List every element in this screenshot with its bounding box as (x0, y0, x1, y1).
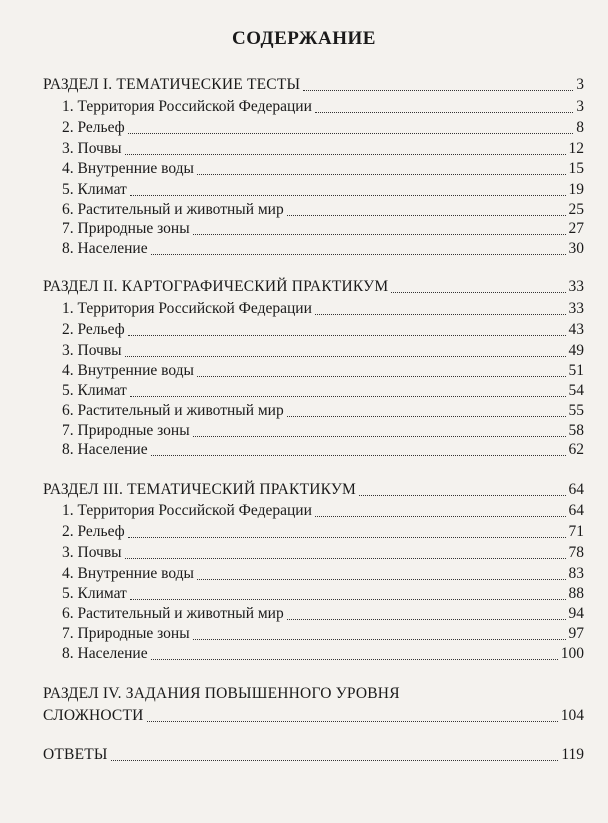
item-label: 2. Рельеф (62, 119, 125, 136)
page-number: 33 (568, 300, 584, 317)
toc-item[interactable] (62, 200, 584, 220)
toc-item[interactable] (62, 401, 584, 421)
page-number: 64 (568, 481, 584, 498)
page-number: 33 (568, 278, 584, 295)
item-label: 1. Территория Российской Федерации (62, 98, 312, 115)
toc-section-3[interactable] (43, 480, 584, 500)
leader-dots (193, 234, 566, 235)
item-label: 3. Почвы (62, 140, 122, 157)
page-number: 58 (568, 422, 584, 439)
toc-item[interactable] (62, 239, 584, 259)
toc-item[interactable] (62, 543, 584, 563)
item-label: 5. Климат (62, 382, 127, 399)
item-label: 5. Климат (62, 585, 127, 602)
item-label: 6. Растительный и животный мир (62, 605, 284, 622)
item-label: 4. Внутренние воды (62, 160, 194, 177)
toc-item[interactable] (62, 440, 584, 460)
leader-dots (130, 599, 566, 600)
leader-dots (197, 376, 566, 377)
leader-dots (147, 721, 558, 722)
item-label: 2. Рельеф (62, 523, 125, 540)
page-number: 119 (561, 746, 584, 763)
page-number: 27 (568, 220, 584, 237)
page-number: 30 (568, 240, 584, 257)
item-label: 3. Почвы (62, 544, 122, 561)
toc-section-4[interactable] (43, 706, 584, 726)
toc-item[interactable] (62, 522, 584, 542)
toc-answers[interactable] (43, 745, 584, 765)
section-4-heading-line1: РАЗДЕЛ IV. ЗАДАНИЯ ПОВЫШЕННОГО УРОВНЯ (43, 685, 400, 702)
item-label: 1. Территория Российской Федерации (62, 300, 312, 317)
page-number: 88 (568, 585, 584, 602)
toc-item[interactable] (62, 584, 584, 604)
leader-dots (128, 133, 574, 134)
leader-dots (359, 495, 565, 496)
toc-item[interactable] (62, 118, 584, 138)
toc-item[interactable] (62, 381, 584, 401)
leader-dots (151, 254, 566, 255)
item-label: 4. Внутренние воды (62, 565, 194, 582)
page-number: 25 (568, 201, 584, 218)
leader-dots (130, 396, 566, 397)
item-label: 1. Территория Российской Федерации (62, 502, 312, 519)
page-number: 43 (568, 321, 584, 338)
leader-dots (125, 558, 566, 559)
page-number: 94 (568, 605, 584, 622)
leader-dots (287, 215, 566, 216)
page-number: 97 (568, 625, 584, 642)
item-label: 2. Рельеф (62, 321, 125, 338)
page-number: 55 (568, 402, 584, 419)
leader-dots (287, 619, 566, 620)
leader-dots (315, 516, 566, 517)
toc-item[interactable] (62, 644, 584, 664)
leader-dots (130, 195, 566, 196)
toc-item[interactable] (62, 159, 584, 179)
item-label: 7. Природные зоны (62, 220, 190, 237)
toc-item[interactable] (62, 97, 584, 117)
item-label: 4. Внутренние воды (62, 362, 194, 379)
toc-item[interactable] (62, 564, 584, 584)
leader-dots (151, 455, 566, 456)
item-label: 7. Природные зоны (62, 625, 190, 642)
leader-dots (303, 90, 573, 91)
page-number: 78 (568, 544, 584, 561)
toc-item[interactable] (62, 341, 584, 361)
toc-item[interactable] (62, 219, 584, 239)
toc-item[interactable] (62, 299, 584, 319)
page-number: 3 (576, 76, 584, 93)
section-heading: РАЗДЕЛ II. КАРТОГРАФИЧЕСКИЙ ПРАКТИКУМ (43, 278, 389, 295)
page-number: 104 (560, 707, 584, 724)
item-label: 8. Население (62, 645, 148, 662)
page-number: 71 (568, 523, 584, 540)
leader-dots (128, 335, 566, 336)
item-label: 6. Растительный и животный мир (62, 201, 284, 218)
leader-dots (128, 537, 566, 538)
toc-item[interactable] (62, 180, 584, 200)
toc-item[interactable] (62, 604, 584, 624)
toc-item[interactable] (62, 421, 584, 441)
section-heading: ОТВЕТЫ (43, 746, 108, 763)
page-number: 3 (576, 98, 584, 115)
leader-dots (197, 579, 566, 580)
item-label: 8. Население (62, 240, 148, 257)
page-title: СОДЕРЖАНИЕ (232, 28, 376, 49)
item-label: 8. Население (62, 441, 148, 458)
leader-dots (315, 314, 566, 315)
item-label: 3. Почвы (62, 342, 122, 359)
leader-dots (193, 639, 566, 640)
toc-item[interactable] (62, 139, 584, 159)
page-number: 64 (568, 502, 584, 519)
item-label: 7. Природные зоны (62, 422, 190, 439)
toc-item[interactable] (62, 361, 584, 381)
toc-section-2[interactable] (43, 277, 584, 297)
leader-dots (287, 416, 566, 417)
toc-item[interactable] (62, 320, 584, 340)
leader-dots (391, 292, 565, 293)
toc-section-1[interactable] (43, 75, 584, 95)
item-label: 5. Климат (62, 181, 127, 198)
leader-dots (197, 174, 566, 175)
leader-dots (193, 436, 566, 437)
page-number: 49 (568, 342, 584, 359)
page-number: 8 (576, 119, 584, 136)
leader-dots (151, 659, 558, 660)
page-number: 54 (568, 382, 584, 399)
leader-dots (125, 356, 566, 357)
page-number: 100 (560, 645, 584, 662)
page-number: 19 (568, 181, 584, 198)
section-heading: РАЗДЕЛ III. ТЕМАТИЧЕСКИЙ ПРАКТИКУМ (43, 481, 357, 498)
leader-dots (111, 760, 559, 761)
page-number: 51 (568, 362, 584, 379)
toc-item[interactable] (62, 501, 584, 521)
leader-dots (315, 112, 573, 113)
page-number: 62 (568, 441, 584, 458)
item-label: 6. Растительный и животный мир (62, 402, 284, 419)
leader-dots (125, 154, 566, 155)
section-heading: РАЗДЕЛ I. ТЕМАТИЧЕСКИЕ ТЕСТЫ (43, 76, 301, 93)
toc-item[interactable] (62, 624, 584, 644)
section-heading: СЛОЖНОСТИ (43, 707, 144, 724)
page-number: 12 (568, 140, 584, 157)
page-number: 15 (568, 160, 584, 177)
page-number: 83 (568, 565, 584, 582)
